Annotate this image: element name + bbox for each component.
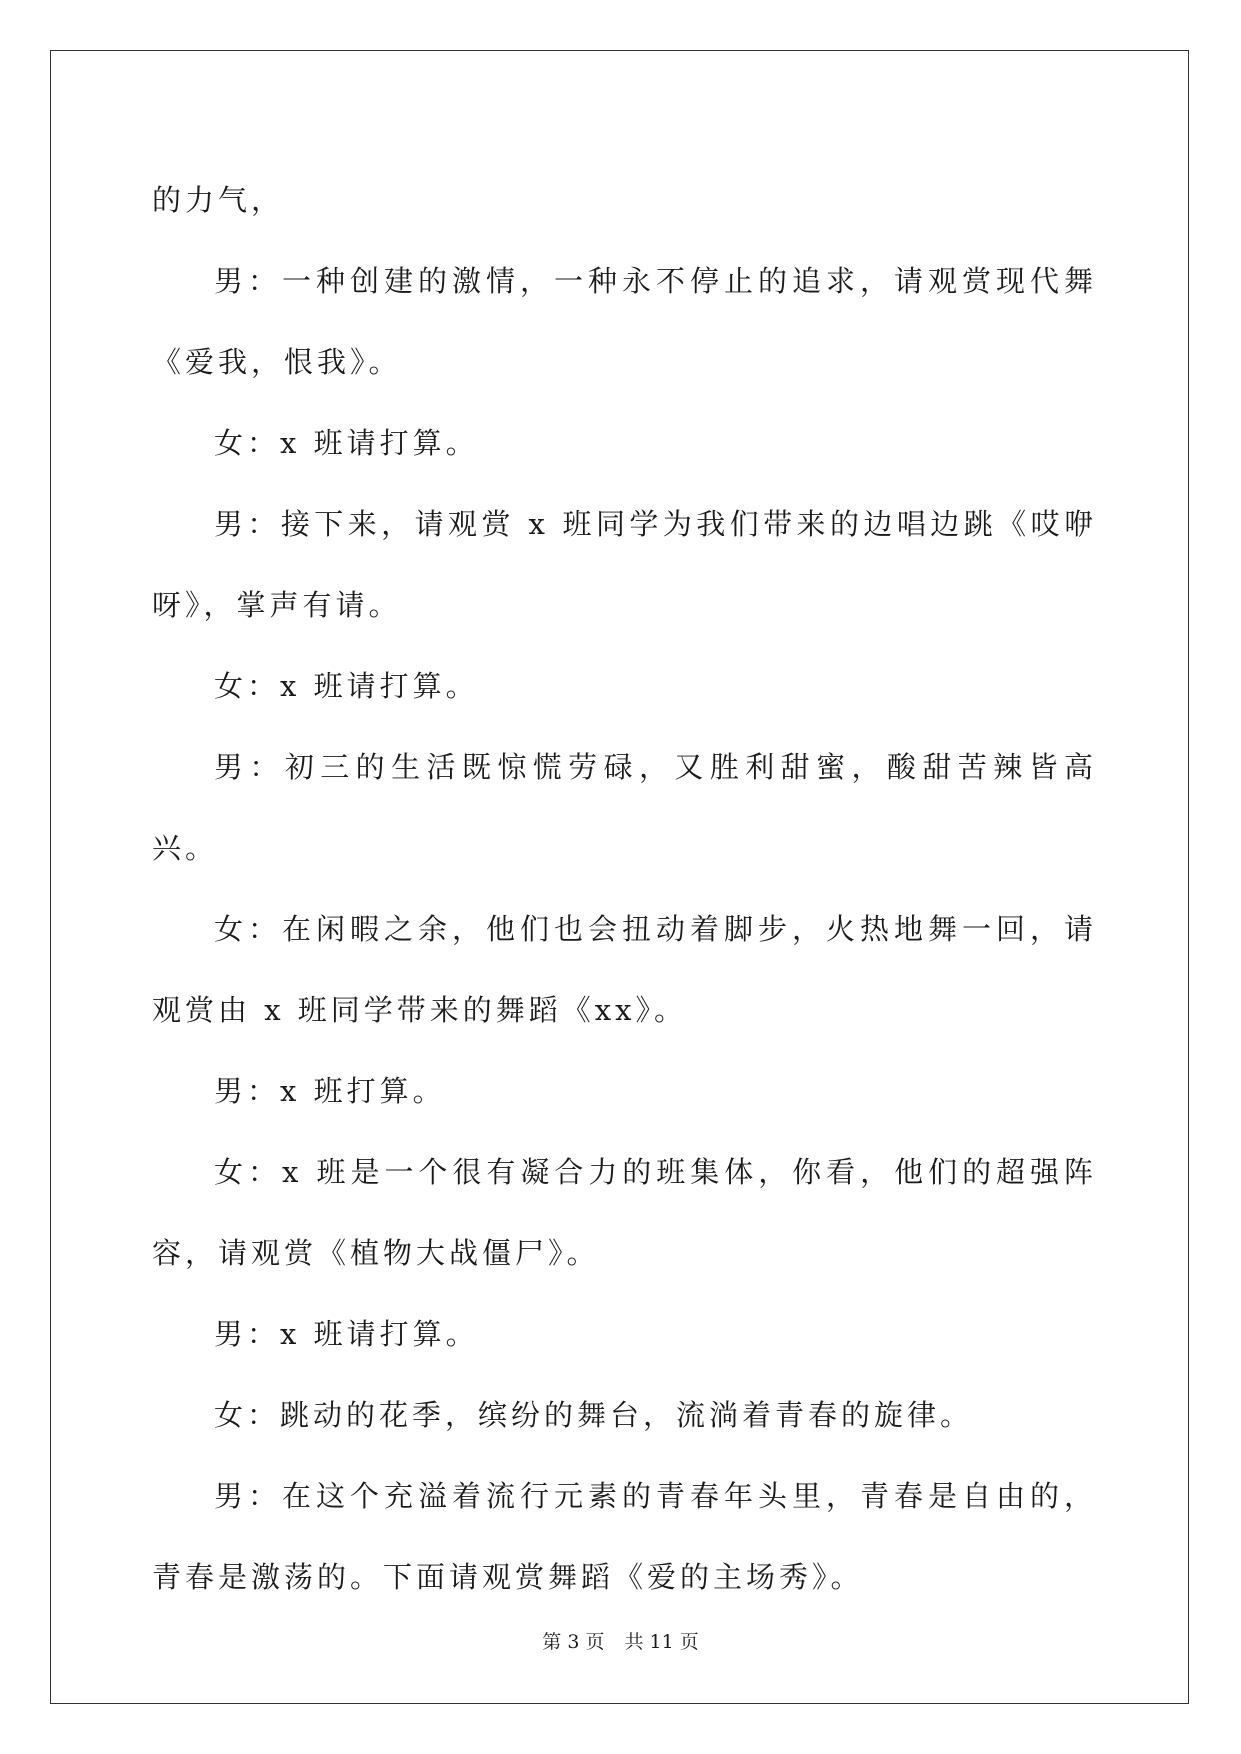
paragraph: 女：跳动的花季，缤纷的舞台，流淌着青春的旋律。	[214, 1398, 974, 1432]
page-number: 第 3 页	[542, 1631, 605, 1653]
paragraph: 女：x 班请打算。	[214, 426, 479, 460]
paragraph: 男：x 班请打算。	[214, 1317, 479, 1351]
document-body	[152, 160, 1097, 1618]
page-total: 共 11 页	[624, 1631, 699, 1653]
paragraph: 女：在闲暇之余，他们也会扭动着脚步，火热地舞一回，请观赏由 x 班同学带来的舞蹈《xx》。	[152, 912, 1097, 1027]
paragraph: 男：接下来，请观赏 x 班同学为我们带来的边唱边跳《哎咿呀》，掌声有请。	[152, 507, 1097, 622]
paragraph: 女：x 班请打算。	[214, 669, 479, 703]
paragraph: 男：在这个充溢着流行元素的青春年头里，青春是自由的，青春是激荡的。下面请观赏舞蹈《爱的主场秀》。	[152, 1479, 1097, 1594]
paragraph: 女：x 班是一个很有凝合力的班集体，你看，他们的超强阵容，请观赏《植物大战僵尸》。	[152, 1155, 1097, 1270]
page-footer	[0, 1627, 1241, 1654]
paragraph: 男：x 班打算。	[214, 1074, 446, 1108]
paragraph: 男：一种创建的激情，一种永不停止的追求，请观赏现代舞《爱我，恨我》。	[152, 264, 1097, 379]
paragraph: 的力气，	[152, 183, 285, 217]
paragraph: 男：初三的生活既惊慌劳碌，又胜利甜蜜，酸甜苦辣皆高兴。	[152, 750, 1097, 865]
